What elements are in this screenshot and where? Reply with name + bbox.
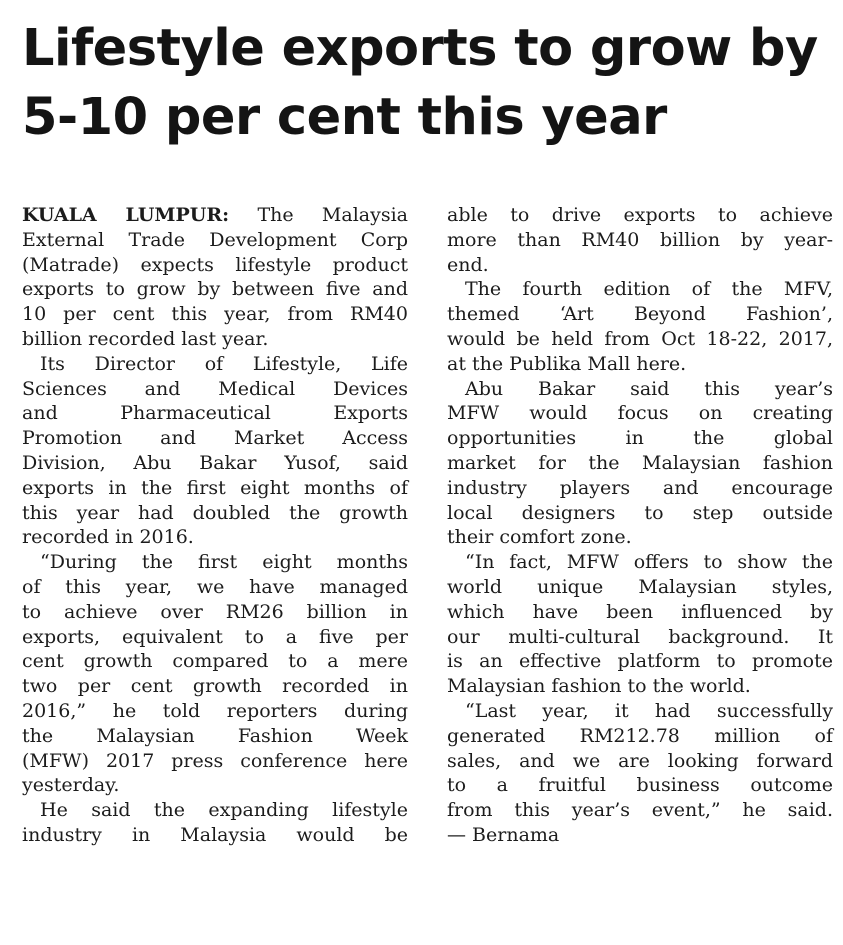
headline-line-1: Lifestyle exports to grow by	[22, 19, 818, 78]
article-line: themed ‘Art Beyond Fashion’,	[447, 303, 833, 326]
article-line: sales, and we are looking forward	[447, 749, 833, 772]
article-line: to achieve over RM26 billion in	[22, 600, 408, 623]
article-line: opportunities in the global	[447, 427, 833, 450]
article-line: Malaysian fashion to the world.	[447, 675, 751, 698]
article-line: Promotion and Market Access	[22, 427, 408, 450]
article-line: industry in Malaysia would be	[22, 823, 408, 846]
article-column-left	[22, 203, 408, 848]
headline	[22, 14, 822, 152]
article-line: able to drive exports to achieve	[447, 204, 833, 226]
article-line: would be held from Oct 18-22, 2017,	[447, 327, 833, 350]
article-line: He said the expanding lifestyle	[40, 799, 408, 822]
article-line: our multi-cultural background. It	[447, 625, 833, 648]
article-line: local designers to step outside	[447, 501, 833, 524]
article-line: market for the Malaysian fashion	[447, 451, 833, 474]
article-line: billion recorded last year.	[22, 327, 269, 350]
article-line: 2016,” he told reporters during	[22, 699, 408, 722]
article-line: to a fruitful business outcome	[447, 774, 833, 797]
article-line-text: The Malaysia	[257, 204, 408, 226]
article-line: world unique Malaysian styles,	[447, 575, 833, 598]
dateline: KUALA LUMPUR:	[22, 204, 230, 226]
article-line	[22, 203, 408, 228]
article-line: “During the first eight months	[40, 551, 408, 574]
headline-line-2: 5-10 per cent this year	[22, 88, 667, 147]
article-line: at the Publika Mall here.	[447, 352, 687, 375]
article-line: this year had doubled the growth	[22, 501, 408, 524]
article-line: recorded in 2016.	[22, 526, 194, 549]
article-line: Abu Bakar said this year’s	[465, 377, 833, 400]
article-line: from this year’s event,” he said.	[447, 799, 833, 822]
article-line: exports in the first eight months of	[22, 476, 408, 499]
article-line: end.	[447, 253, 489, 276]
article-line: “In fact, MFW offers to show the	[465, 551, 833, 574]
article-line: two per cent growth recorded in	[22, 675, 408, 698]
article-line: the Malaysian Fashion Week	[22, 724, 408, 747]
article-line: cent growth compared to a mere	[22, 650, 408, 673]
article-line: generated RM212.78 million of	[447, 724, 833, 747]
article-line: more than RM40 billion by year-	[447, 228, 833, 251]
article-line: which have been influenced by	[447, 600, 833, 623]
article-line: yesterday.	[22, 774, 120, 797]
article-line: (MFW) 2017 press conference here	[22, 749, 408, 772]
article-line: External Trade Development Corp	[22, 228, 408, 251]
article-line: Sciences and Medical Devices	[22, 377, 408, 400]
article-line: is an effective platform to promote	[447, 650, 833, 673]
article-line: of this year, we have managed	[22, 575, 408, 598]
article-line: exports to grow by between five and	[22, 278, 408, 301]
article-line: “Last year, it had successfully	[465, 699, 833, 722]
article-line: their comfort zone.	[447, 526, 632, 549]
article-line: (Matrade) expects lifestyle product	[22, 253, 408, 276]
article-line: 10 per cent this year, from RM40	[22, 303, 408, 326]
article-line: Its Director of Lifestyle, Life	[40, 352, 408, 375]
article-line: The fourth edition of the MFV,	[465, 278, 833, 301]
article-column-right	[447, 203, 833, 848]
article-line: and Pharmaceutical Exports	[22, 402, 408, 425]
article-line: exports, equivalent to a five per	[22, 625, 408, 648]
article-line: industry players and encourage	[447, 476, 833, 499]
article-line: — Bernama	[447, 823, 560, 846]
article-line: Division, Abu Bakar Yusof, said	[22, 451, 408, 474]
article-line: MFW would focus on creating	[447, 402, 833, 425]
